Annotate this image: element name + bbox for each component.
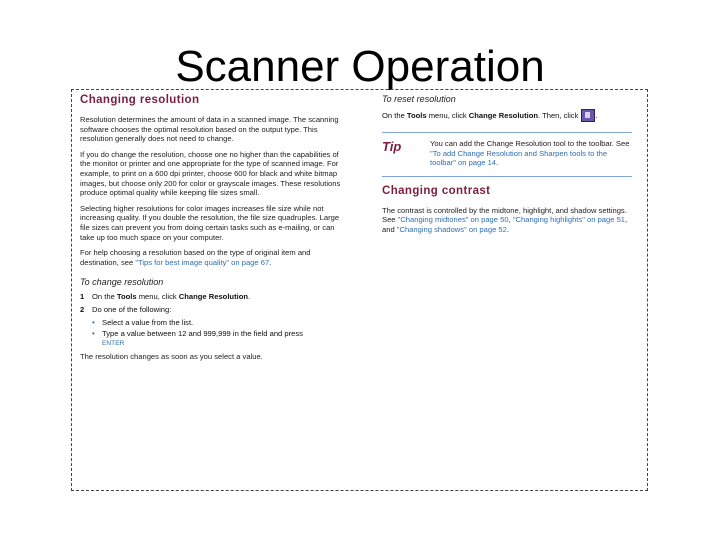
step-2-option-2: • Type a value between 12 and 999,999 in the field and press ENTER (92, 329, 303, 347)
bullet-icon: • (92, 317, 95, 327)
link-shadows[interactable]: "Changing shadows" on page 52 (396, 224, 507, 234)
section-heading-contrast: Changing contrast (382, 184, 491, 197)
right-column (382, 94, 632, 241)
tip-label: Tip (382, 139, 402, 154)
reset-resolution-icon[interactable] (581, 109, 595, 122)
tip-top-rule (382, 132, 632, 133)
reset-step: On the Tools menu, click Change Resolution. Then, click . (382, 109, 632, 122)
contrast-paragraph: The contrast is controlled by the midtone, highlight, and shadow settings. See "Changing midtones" on page 50, "Changing highlights" on page 51, and "Changing shadows" on page 52. (382, 205, 628, 234)
link-highlights[interactable]: "Changing highlights" on page 51 (512, 215, 626, 225)
reset-procedure-title: To reset resolution (382, 94, 456, 104)
section-heading-resolution: Changing resolution (80, 94, 200, 106)
step-2-option-1: • Select a value from the list. (92, 317, 194, 327)
step-1: 1 On the Tools menu, click Change Resolution. (80, 292, 251, 302)
link-image-quality[interactable]: "Tips for best image quality" on page 67 (135, 257, 270, 267)
paragraph-1: Resolution determines the amount of data in a scanned image. The scanning software chooses the optimal resolution based on the output type. This resolution generally does not need to change. (80, 115, 339, 144)
paragraph-2: If you do change the resolution, choose one no higher than the capabilities of the monitor or printer and one appropriate for the type of scanned image. For example, to print on a 600 dpi printer, choose 600 for black and white bitmap images, but choose only 200 for color or grayscale images. These resolutions produce optimal quality while keeping file sizes small. (80, 149, 341, 198)
closing-paragraph: The resolution changes as soon as you select a value. (80, 352, 263, 362)
left-column (80, 94, 346, 368)
slide-title: Scanner Operation (175, 42, 545, 91)
bullet-icon: • (92, 329, 95, 339)
step-2: 2 Do one of the following: (80, 304, 172, 314)
enter-key-label: ENTER (102, 339, 125, 347)
procedure-title: To change resolution (80, 277, 164, 288)
paragraph-3: Selecting higher resolutions for color images increases file size while not increasing quality. If you double the resolution, the file size quadruples. Large file sizes can prevent you from doing certain tasks such as e-mailing, or can take up too much space on your computer. (80, 203, 340, 242)
link-add-tools[interactable]: "To add Change Resolution and Sharpen tools to the toolbar" on page 14 (430, 148, 608, 168)
tip-box: Tip You can add the Change Resolution tool to the toolbar. See "To add Change Resolution and Sharpen tools to the toolbar" on page 14. (382, 139, 630, 168)
document-page (71, 89, 648, 491)
tip-bottom-rule (382, 176, 632, 177)
paragraph-4: For help choosing a resolution based on the type of original item and destination, see "Tips for best image quality" on page 67. (80, 248, 311, 267)
link-midtones[interactable]: "Changing midtones" on page 50 (397, 215, 509, 225)
